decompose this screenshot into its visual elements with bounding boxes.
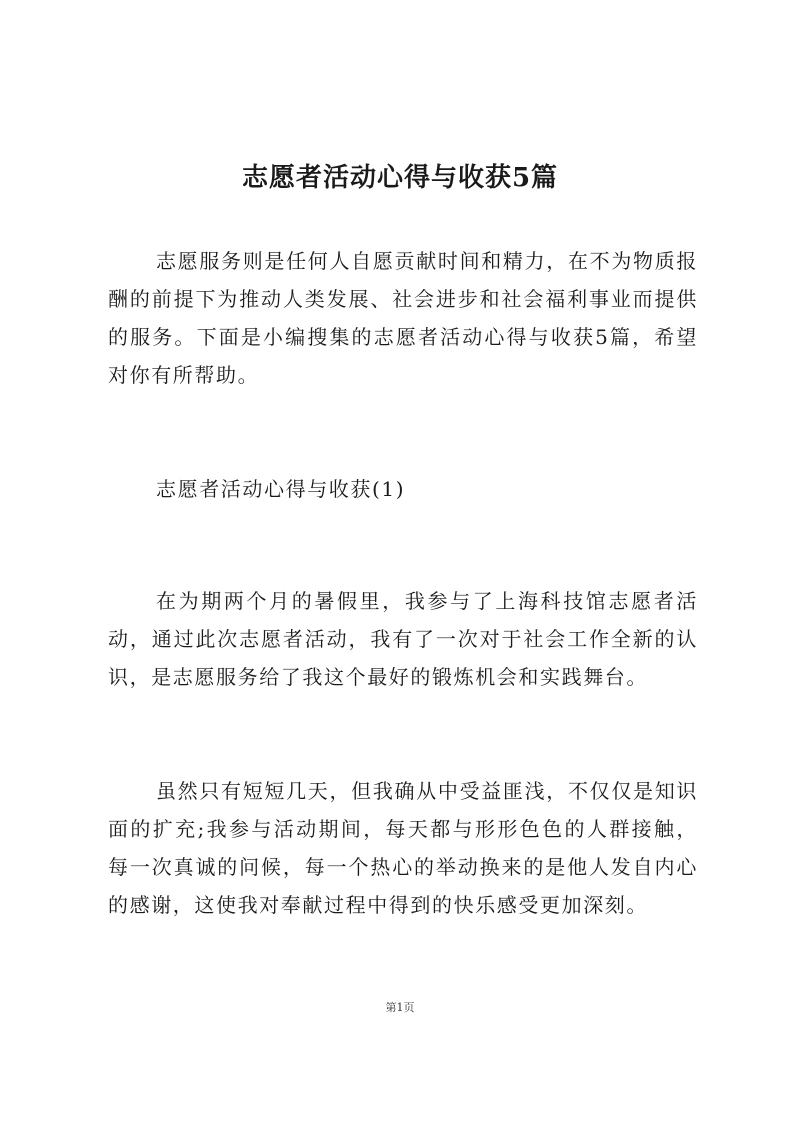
document-title: 志愿者活动心得与收获5篇 [241,163,559,193]
intro-paragraph: 志愿服务则是任何人自愿贡献时间和精力，在不为物质报酬的前提下为推动人类发展、社会进步和社会福利事业而提供的服务。下面是小编搜集的志愿者活动心得与收获5篇，希望对你有所帮助。 [108,249,698,387]
body-paragraph: 在为期两个月的暑假里，我参与了上海科技馆志愿者活动，通过此次志愿者活动，我有了一次对于社会工作全新的认识，是志愿服务给了我这个最好的锻炼机会和实践舞台。 [108,589,698,689]
section-heading: 志愿者活动心得与收获(1) [156,477,406,501]
body-paragraph: 虽然只有短短几天，但我确从中受益匪浅，不仅仅是知识面的扩充;我参与活动期间，每天都与形形色色的人群接触，每一次真诚的问候，每一个热心的举动换来的是他人发自内心的感谢，这使我对奉献过程中得到的快乐感受更加深刻。 [108,779,698,917]
page-number: 第1页 [385,1001,415,1014]
